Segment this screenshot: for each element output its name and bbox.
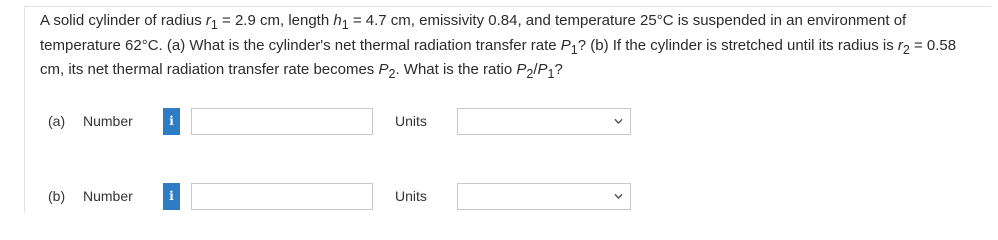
info-icon[interactable]: i — [163, 183, 180, 210]
ratio-p1: P — [537, 61, 548, 79]
question-segment: = 4.7 cm, emissivity 0.84, and temperature 25°C is suspended in an environment of temperature 62°C. (a) What is the cylinder's net thermal radiation transfer rate — [40, 12, 907, 54]
part-a-label: (a) — [48, 113, 66, 129]
ratio-p1-subscript: 1 — [547, 67, 555, 82]
chevron-down-icon — [614, 117, 623, 126]
number-input-a[interactable] — [191, 108, 373, 135]
question-segment: A solid cylinder of radius — [40, 12, 206, 29]
var-r2-subscript: 2 — [902, 42, 910, 57]
var-p2: P — [378, 61, 389, 79]
var-h1: h — [333, 12, 342, 29]
var-p1: P — [560, 36, 571, 54]
number-label-a: Number — [83, 113, 133, 129]
number-input-b[interactable] — [191, 183, 373, 210]
var-r1: r — [205, 12, 211, 29]
question-text — [40, 11, 970, 85]
var-r1-subscript: 1 — [210, 18, 218, 32]
ratio-p2-subscript: 2 — [526, 67, 534, 82]
units-label-a: Units — [395, 113, 427, 129]
units-select-b[interactable] — [457, 183, 631, 210]
number-label-b: Number — [83, 188, 133, 204]
units-label-b: Units — [395, 188, 427, 204]
var-p1-subscript: 1 — [570, 42, 578, 57]
answer-row-a — [48, 106, 631, 136]
answer-row-b — [48, 181, 631, 211]
info-icon[interactable]: i — [163, 108, 180, 135]
question-segment: = 0.58 cm, its net thermal radiation transfer rate becomes — [40, 36, 957, 79]
part-b-label: (b) — [48, 188, 66, 204]
units-select-a[interactable] — [457, 108, 631, 135]
question-segment: ? (b) If the cylinder is stretched until its radius is — [577, 36, 898, 54]
var-h1-subscript: 1 — [341, 18, 349, 32]
question-segment: ? — [554, 61, 563, 79]
chevron-down-icon — [614, 192, 623, 201]
question-segment: = 2.9 cm, length — [217, 12, 334, 29]
question-segment: . What is the ratio — [395, 61, 517, 79]
var-r2: r — [897, 36, 903, 54]
var-p2-subscript: 2 — [388, 67, 396, 82]
ratio-slash: / — [533, 61, 538, 79]
ratio-p2: P — [516, 61, 527, 79]
